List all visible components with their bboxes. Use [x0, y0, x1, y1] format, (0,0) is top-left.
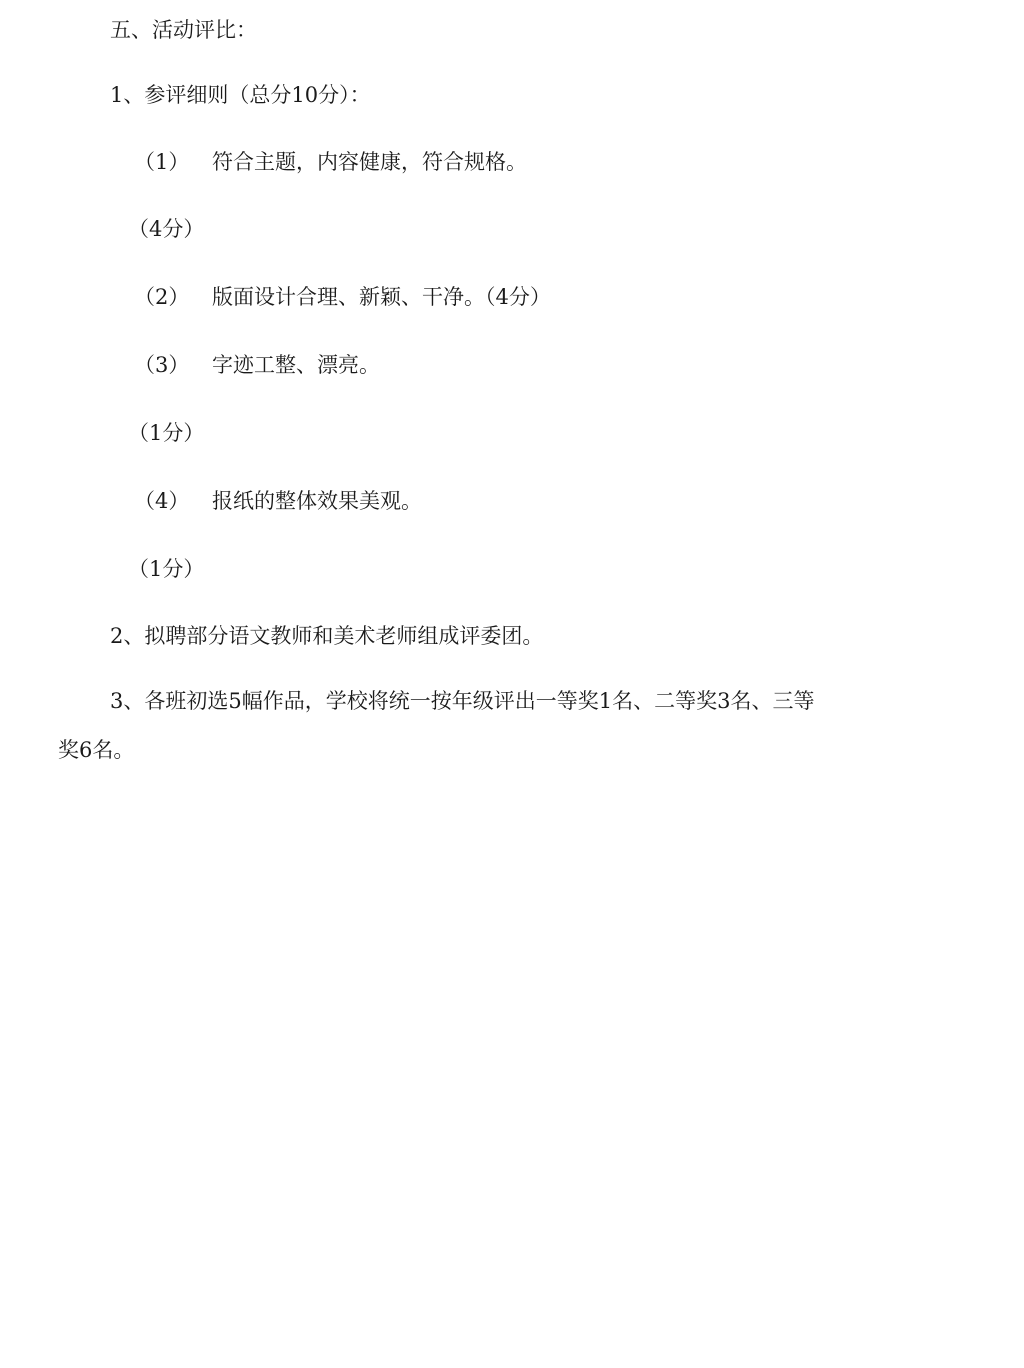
criteria-item-text: 报纸的整体效果美观。	[212, 489, 422, 513]
criteria-item-score: （1分）	[128, 557, 205, 581]
criteria-item-text: 字迹工整、漂亮。	[212, 353, 380, 377]
awards-paragraph-line-1: 3、各班初选5幅作品，学校将统一按年级评出一等奖1名、二等奖3名、三等	[110, 689, 815, 713]
criteria-item-4	[134, 491, 422, 512]
criteria-item-text: 版面设计合理、新颖、干净。（4分）	[212, 285, 551, 309]
criteria-item-2	[134, 287, 551, 308]
judges-paragraph: 2、拟聘部分语文教师和美术老师组成评委团。	[110, 624, 544, 648]
criteria-item-number: （2）	[134, 285, 190, 309]
section-heading: 五、活动评比：	[110, 18, 257, 42]
criteria-item-score: （1分）	[128, 421, 205, 445]
criteria-title: 1、参评细则（总分10分）：	[110, 83, 371, 107]
criteria-item-score: （4分）	[128, 217, 205, 241]
criteria-item-number: （1）	[134, 150, 190, 174]
criteria-item-text: 符合主题，内容健康，符合规格。	[212, 150, 527, 174]
criteria-item-number: （3）	[134, 353, 190, 377]
criteria-item-3	[134, 355, 380, 376]
awards-paragraph-line-2: 奖6名。	[58, 738, 135, 762]
criteria-item-1	[134, 152, 527, 173]
criteria-item-number: （4）	[134, 489, 190, 513]
